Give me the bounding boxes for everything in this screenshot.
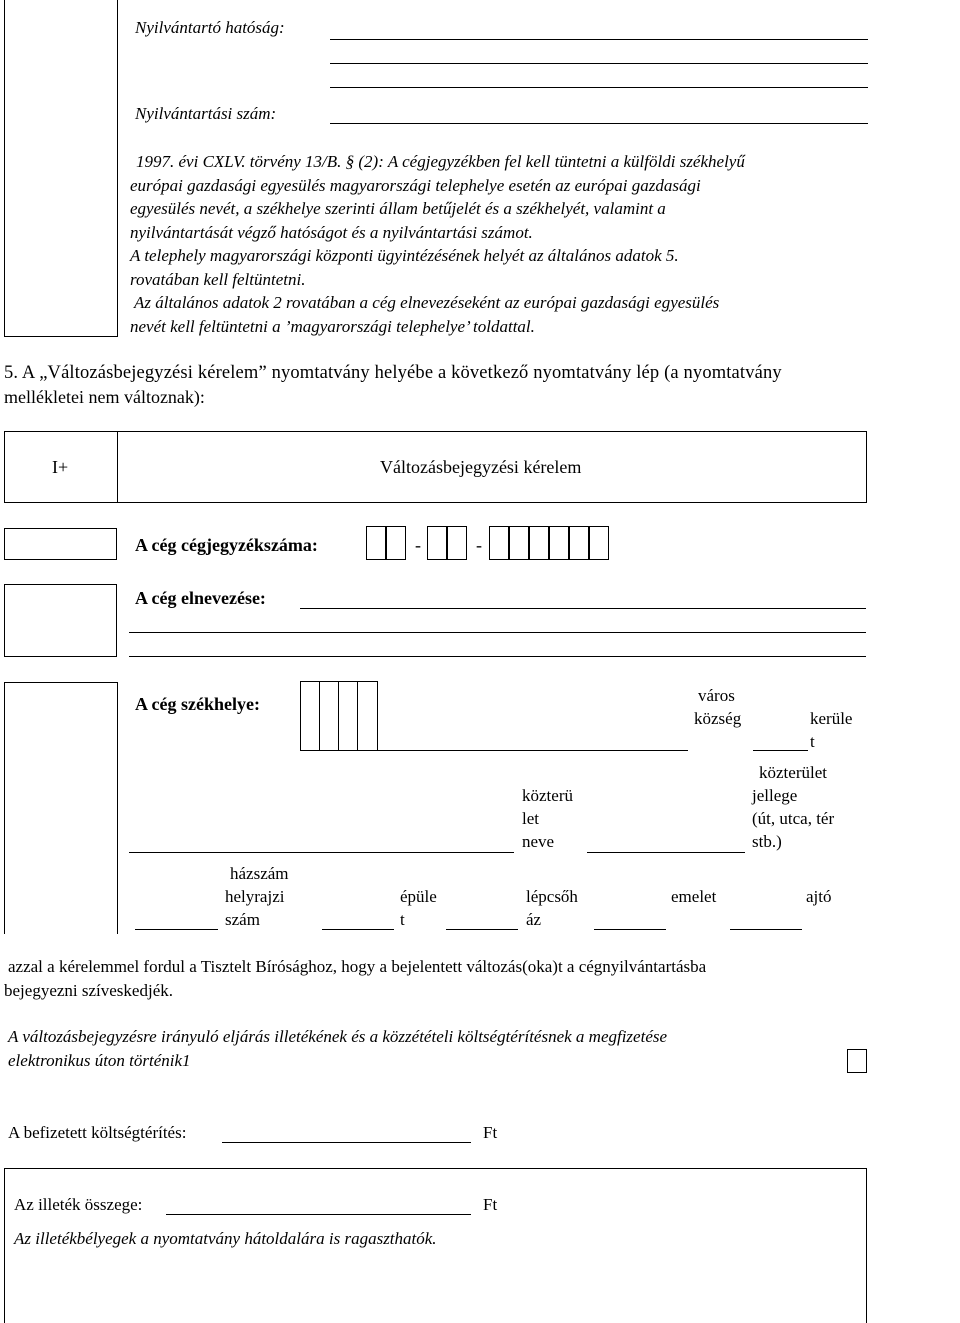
reg-number-digit[interactable]: [366, 526, 386, 560]
postal-code-digit[interactable]: [338, 681, 358, 751]
house-number-field[interactable]: [135, 929, 218, 930]
duty-label: Az illeték összege:: [14, 1195, 143, 1214]
duty-box-right-border: [866, 1168, 867, 1323]
authority-label: Nyilvántartó hatóság:: [135, 18, 285, 37]
note-line: európai gazdasági egyesülés magyarországi telephelye esetén az európai gazdasági: [130, 175, 701, 195]
electronic-payment-line-2: elektronikus úton történik1: [8, 1051, 191, 1070]
house-label-line: szám: [225, 910, 260, 929]
building-field[interactable]: [322, 929, 394, 930]
registry-number-field[interactable]: [330, 123, 868, 124]
note-line: rovatában kell feltüntetni.: [130, 269, 306, 289]
door-field[interactable]: [730, 929, 802, 930]
reg-number-digit[interactable]: [447, 526, 467, 560]
reg-number-label: A cég cégjegyzékszáma:: [135, 535, 318, 555]
floor-field[interactable]: [594, 929, 666, 930]
registry-number-label: Nyilvántartási szám:: [135, 104, 277, 123]
reg-number-digit[interactable]: [529, 526, 549, 560]
reg-number-digit[interactable]: [569, 526, 589, 560]
note-line: nyilvántartását végző hatóságot és a nyilvántartási számot.: [130, 222, 533, 242]
electronic-payment-checkbox[interactable]: [847, 1049, 867, 1073]
staircase-field[interactable]: [446, 929, 518, 930]
reg-number-digit[interactable]: [386, 526, 406, 560]
note-line: egyesülés nevét, a székhelye szerinti állam betűjelét és a székhelyét, valamint a: [130, 199, 666, 218]
stamp-note: Az illetékbélyegek a nyomtatvány hátoldalára is ragaszthatók.: [14, 1229, 437, 1248]
public-area-type-line: stb.): [752, 832, 782, 851]
district-field[interactable]: [753, 750, 808, 751]
top-box-right-border: [117, 0, 118, 336]
form-header-divider: [117, 431, 118, 503]
district-label: [810, 707, 852, 753]
staircase-label: [526, 885, 578, 931]
electronic-payment-line-1: A változásbejegyzésre irányuló eljárás illetékének és a közzétételi költségtérítésnek a megfizetése: [8, 1027, 668, 1046]
district-label-line: t: [810, 732, 815, 751]
authority-field-line-3[interactable]: [330, 87, 868, 88]
public-area-name-line: közterü: [522, 786, 573, 805]
form-title: Változásbejegyzési kérelem: [380, 457, 582, 477]
city-label-line: község: [694, 709, 742, 728]
seat-box-top-border: [4, 682, 118, 683]
company-name-code-box: [4, 584, 117, 657]
seat-box-left-border: [4, 682, 5, 934]
duty-box-top-border: [4, 1168, 867, 1169]
duty-currency: Ft: [483, 1195, 498, 1214]
top-box-left-border: [4, 0, 5, 336]
seat-label: A cég székhelye:: [135, 694, 260, 714]
company-name-label: A cég elnevezése:: [135, 588, 266, 608]
top-box-bottom-border: [4, 336, 118, 337]
duty-box-left-border: [4, 1168, 5, 1323]
company-name-field-line-1[interactable]: [300, 608, 866, 609]
note-line: nevét kell feltüntetni a ’magyarországi telephelye’ toldattal.: [130, 316, 535, 336]
reg-number-digit[interactable]: [427, 526, 447, 560]
company-name-field-line-3[interactable]: [129, 656, 866, 657]
reg-number-dash: -: [476, 535, 482, 555]
seat-box-right-border: [117, 682, 118, 934]
reg-number-digit[interactable]: [549, 526, 569, 560]
registry-note: [130, 150, 950, 338]
public-area-name-line: neve: [522, 832, 555, 851]
staircase-label-line: áz: [526, 910, 542, 929]
public-area-type-line: (út, utca, tér: [752, 809, 835, 828]
note-line: Az általános adatok 2 rovatában a cég elnevezéseként az európai gazdasági egyesülés: [134, 293, 720, 312]
public-area-name-line: let: [522, 809, 539, 828]
public-area-name-label: [522, 784, 573, 853]
building-label-line: épüle: [400, 887, 437, 906]
door-label: ajtó: [806, 887, 832, 906]
house-label-line: helyrajzi: [225, 887, 285, 906]
note-line: A telephely magyarországi központi ügyintézésének helyét az általános adatok 5.: [130, 246, 679, 265]
authority-field-line-1[interactable]: [330, 39, 868, 40]
public-area-name-field[interactable]: [129, 852, 514, 853]
postal-code-digit[interactable]: [357, 681, 378, 751]
public-area-type-line: közterület: [759, 763, 827, 782]
city-field[interactable]: [378, 750, 688, 751]
reg-number-digit[interactable]: [509, 526, 529, 560]
staircase-label-line: lépcsőh: [526, 887, 578, 906]
house-label-line: házszám: [230, 864, 289, 883]
request-line-1: azzal a kérelemmel fordul a Tisztelt Bírósághoz, hogy a bejelentett változás(oka)t a cégnyilvántartásba: [8, 957, 707, 976]
reg-number-digit[interactable]: [489, 526, 509, 560]
building-label: [400, 885, 437, 931]
postal-code-digit[interactable]: [300, 681, 320, 751]
reg-number-code-box: [4, 528, 117, 560]
postal-code-digit[interactable]: [319, 681, 339, 751]
authority-field-line-2[interactable]: [330, 63, 868, 64]
company-name-field-line-2[interactable]: [129, 632, 866, 633]
cost-field[interactable]: [222, 1142, 471, 1143]
city-label-line: város: [698, 686, 735, 705]
reg-number-digit[interactable]: [589, 526, 609, 560]
public-area-type-label: [752, 761, 834, 853]
reg-number-dash: -: [415, 535, 421, 555]
request-line-2: bejegyezni szíveskedjék.: [4, 981, 173, 1000]
floor-label: emelet: [671, 887, 717, 906]
public-area-type-field[interactable]: [587, 852, 745, 853]
intro-line-1: 5. A „Változásbejegyzési kérelem” nyomtatvány helyébe a következő nyomtatvány lép (a nyomtatvány: [4, 363, 782, 383]
form-code: I+: [52, 457, 69, 477]
duty-field[interactable]: [166, 1214, 471, 1215]
note-line: 1997. évi CXLV. törvény 13/B. § (2): A cégjegyzékben fel kell tüntetni a külföldi székhelyű: [136, 152, 745, 171]
public-area-type-line: jellege: [752, 786, 798, 805]
district-label-line: kerüle: [810, 709, 853, 728]
city-label: [694, 684, 741, 730]
house-number-label: [225, 862, 289, 931]
cost-label: A befizetett költségtérítés:: [8, 1123, 187, 1142]
intro-line-2: mellékletei nem változnak):: [4, 387, 205, 407]
cost-currency: Ft: [483, 1123, 498, 1142]
building-label-line: t: [400, 910, 405, 929]
